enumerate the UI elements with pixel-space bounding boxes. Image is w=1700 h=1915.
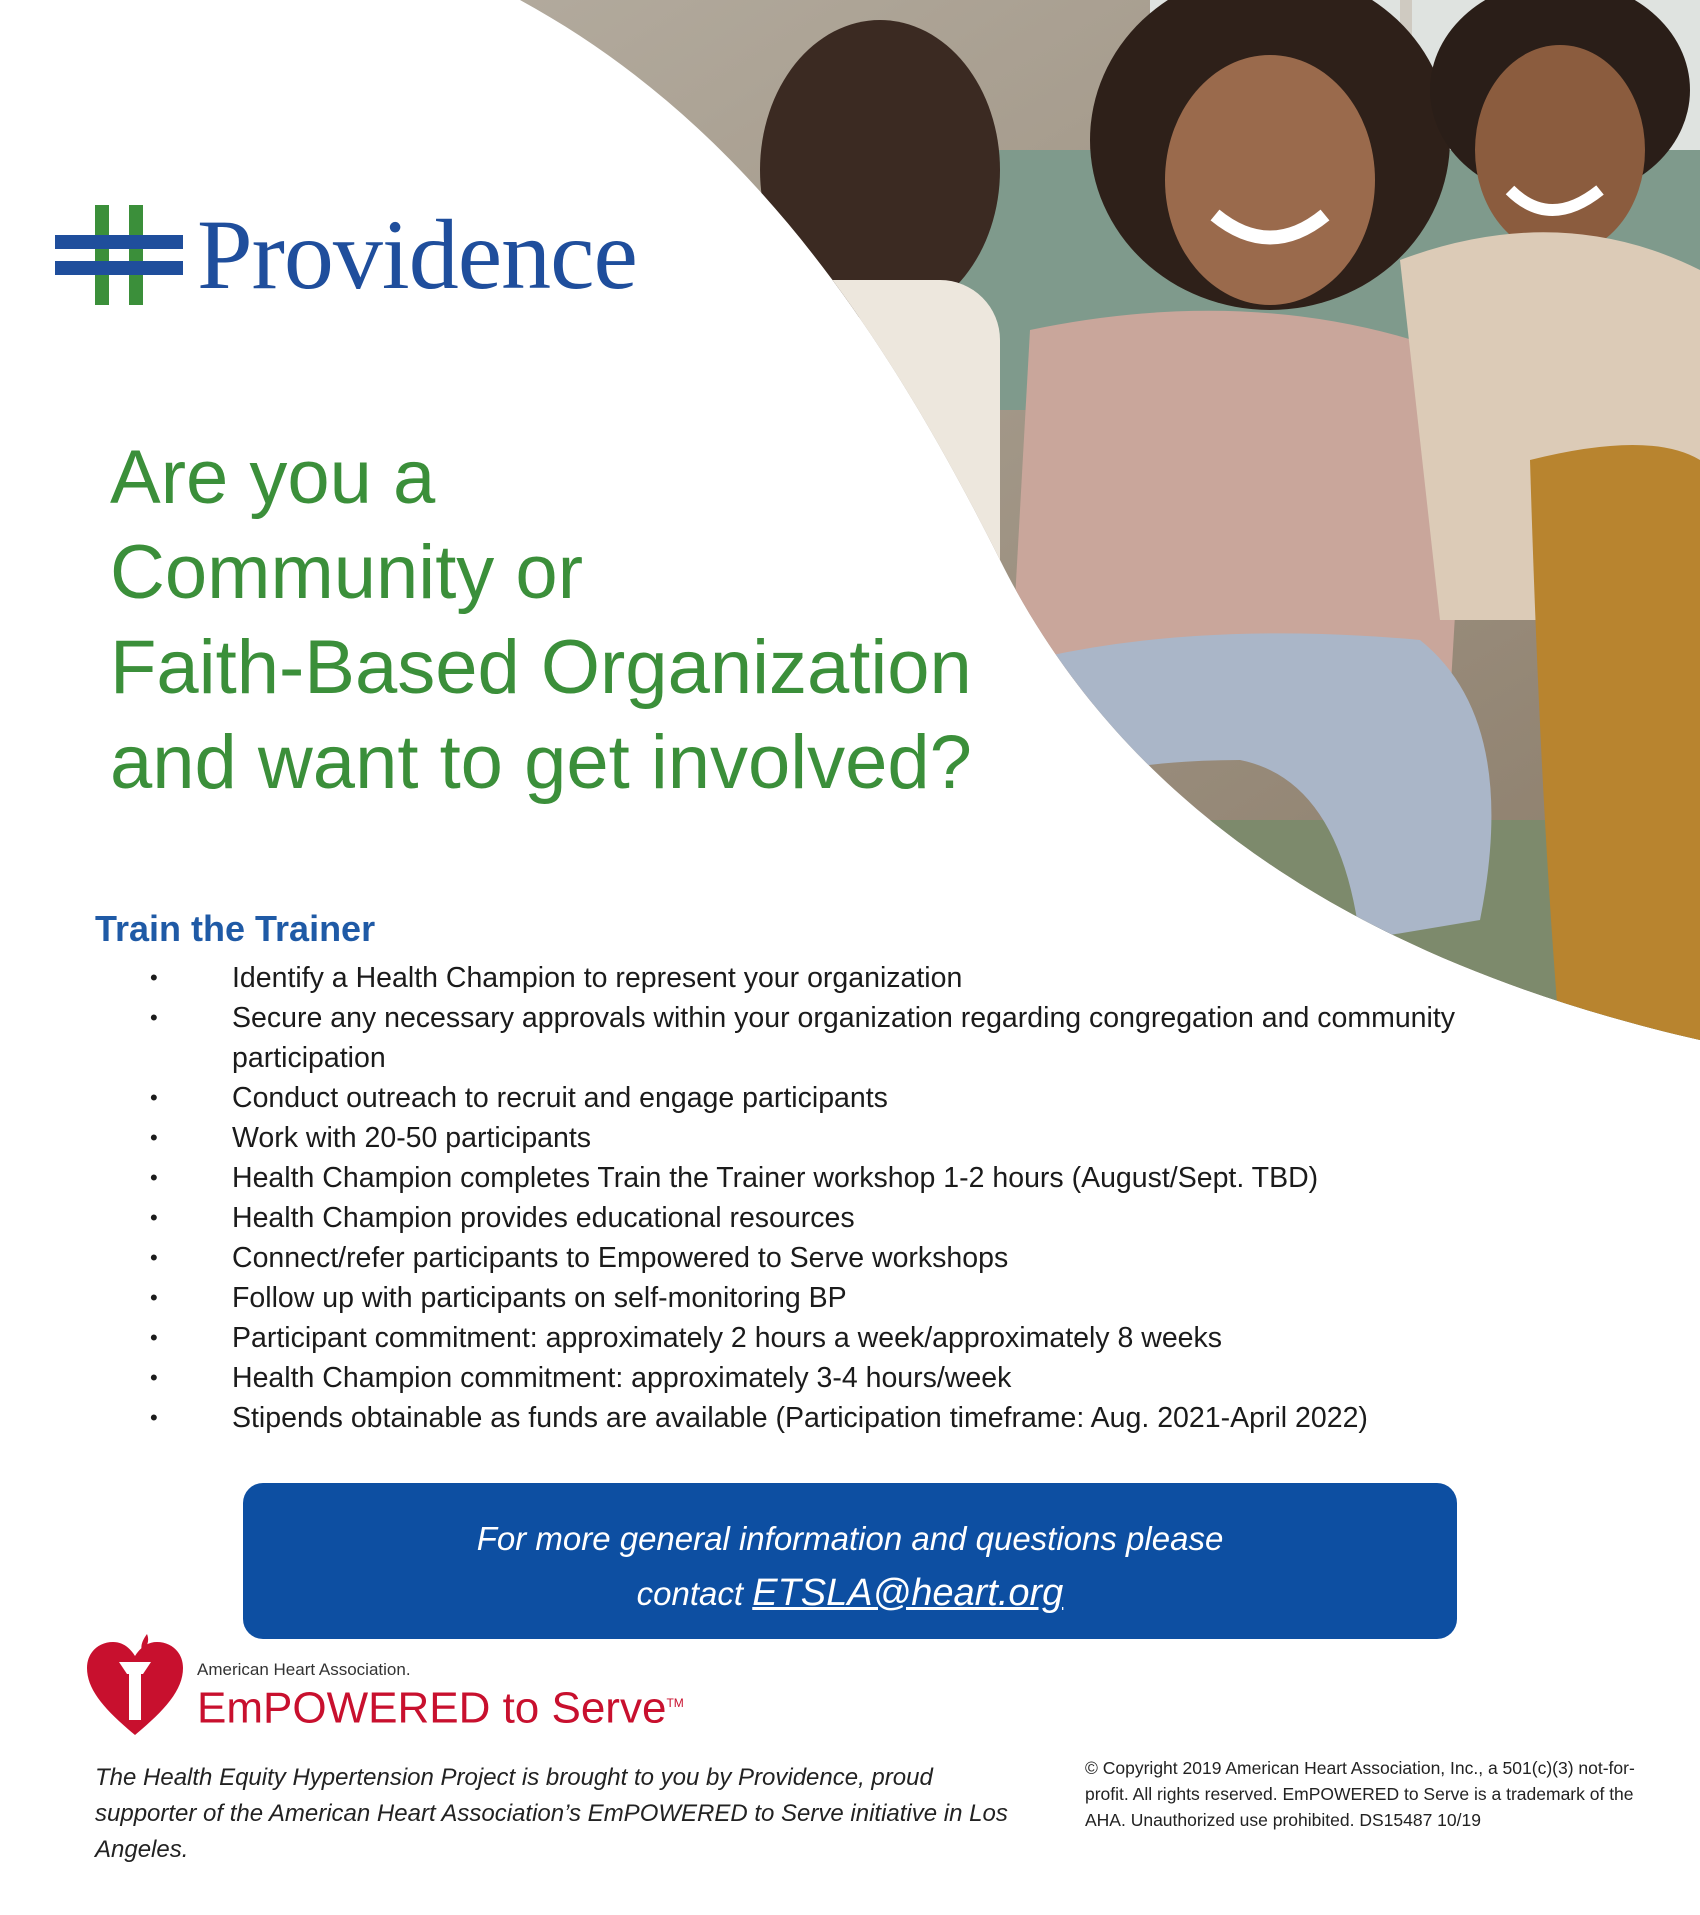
aha-logo <box>85 1630 684 1740</box>
trademark-mark: TM <box>666 1696 684 1711</box>
list-item <box>150 1198 1580 1238</box>
aha-wordmark <box>197 1660 684 1740</box>
list-item <box>150 1118 1580 1158</box>
bullet-icon: • <box>150 1085 158 1110</box>
list-item-text: Participant commitment: approximately 2 hours a week/approximately 8 weeks <box>232 1322 1223 1354</box>
list-item-text: Health Champion commitment: approximately 3-4 hours/week <box>232 1362 1012 1394</box>
bullet-icon: • <box>150 1365 158 1390</box>
list-item <box>150 1278 1580 1318</box>
contact-email-link[interactable]: ETSLA@heart.org <box>752 1572 1064 1614</box>
bullet-icon: • <box>150 1205 158 1230</box>
aha-program-name <box>197 1680 684 1732</box>
bullet-icon: • <box>150 1405 158 1430</box>
list-item <box>150 1398 1580 1438</box>
contact-line-2 <box>243 1566 1457 1621</box>
list-item <box>150 1078 1580 1118</box>
headline-line: Are you a <box>110 435 436 520</box>
list-item-text: Work with 20-50 participants <box>232 1122 592 1154</box>
list-item <box>150 1238 1580 1278</box>
list-item <box>150 1158 1580 1198</box>
list-item-text: Health Champion provides educational resources <box>232 1202 855 1234</box>
list-item-text: Conduct outreach to recruit and engage participants <box>232 1082 888 1114</box>
trainer-list <box>150 958 1580 1438</box>
program-title: EmPOWERED to Serve <box>197 1684 667 1733</box>
page-headline <box>110 430 1010 810</box>
bullet-icon: • <box>150 1125 158 1150</box>
bullet-icon: • <box>150 965 158 990</box>
list-item-text: Identify a Health Champion to represent your organization <box>232 962 963 994</box>
headline-line: Faith-Based Organization <box>110 625 972 710</box>
aha-association-name: American Heart Association. <box>197 1660 411 1680</box>
headline-line: Community or <box>110 530 583 615</box>
contact-prefix: contact <box>636 1575 753 1612</box>
list-item-text: Health Champion completes Train the Trainer workshop 1-2 hours (August/Sept. TBD) <box>232 1162 1319 1194</box>
list-item <box>150 1318 1580 1358</box>
bullet-icon: • <box>150 1165 158 1190</box>
bullet-icon: • <box>150 1285 158 1310</box>
providence-cross-icon <box>55 205 183 305</box>
list-item-text: Follow up with participants on self-monitoring BP <box>232 1282 847 1314</box>
headline-line: and want to get involved? <box>110 720 972 805</box>
contact-banner <box>243 1483 1457 1639</box>
contact-line-1: For more general information and questions please <box>476 1520 1224 1557</box>
section-title: Train the Trainer <box>95 908 376 949</box>
bullet-icon: • <box>150 1005 158 1030</box>
list-item-text: Stipends obtainable as funds are available (Participation timeframe: Aug. 2021-April 2022) <box>232 1402 1368 1434</box>
list-item-text: Secure any necessary approvals within your organization regarding congregation and community participation <box>232 1002 1456 1074</box>
brand-name: Providence <box>197 199 637 310</box>
list-item-text: Connect/refer participants to Empowered to Serve workshops <box>232 1242 1009 1274</box>
list-item <box>150 1358 1580 1398</box>
heart-torch-icon <box>85 1630 185 1740</box>
footer-copyright: © Copyright 2019 American Heart Association, Inc., a 501(c)(3) not-for-profit. All rights reserved. EmPOWERED to Serve is a trademark of the AHA. Unauthorized use prohibited. DS15487 10/19 <box>1085 1758 1635 1830</box>
bullet-icon: • <box>150 1325 158 1350</box>
footer-project-note: The Health Equity Hypertension Project is brought to you by Providence, proud supporter of the American Heart Association’s EmPOWERED to Serve initiative in Los Angeles. <box>95 1764 1008 1863</box>
list-item <box>150 998 1580 1078</box>
bullet-icon: • <box>150 1245 158 1270</box>
providence-logo <box>55 199 637 310</box>
list-item <box>150 958 1580 998</box>
